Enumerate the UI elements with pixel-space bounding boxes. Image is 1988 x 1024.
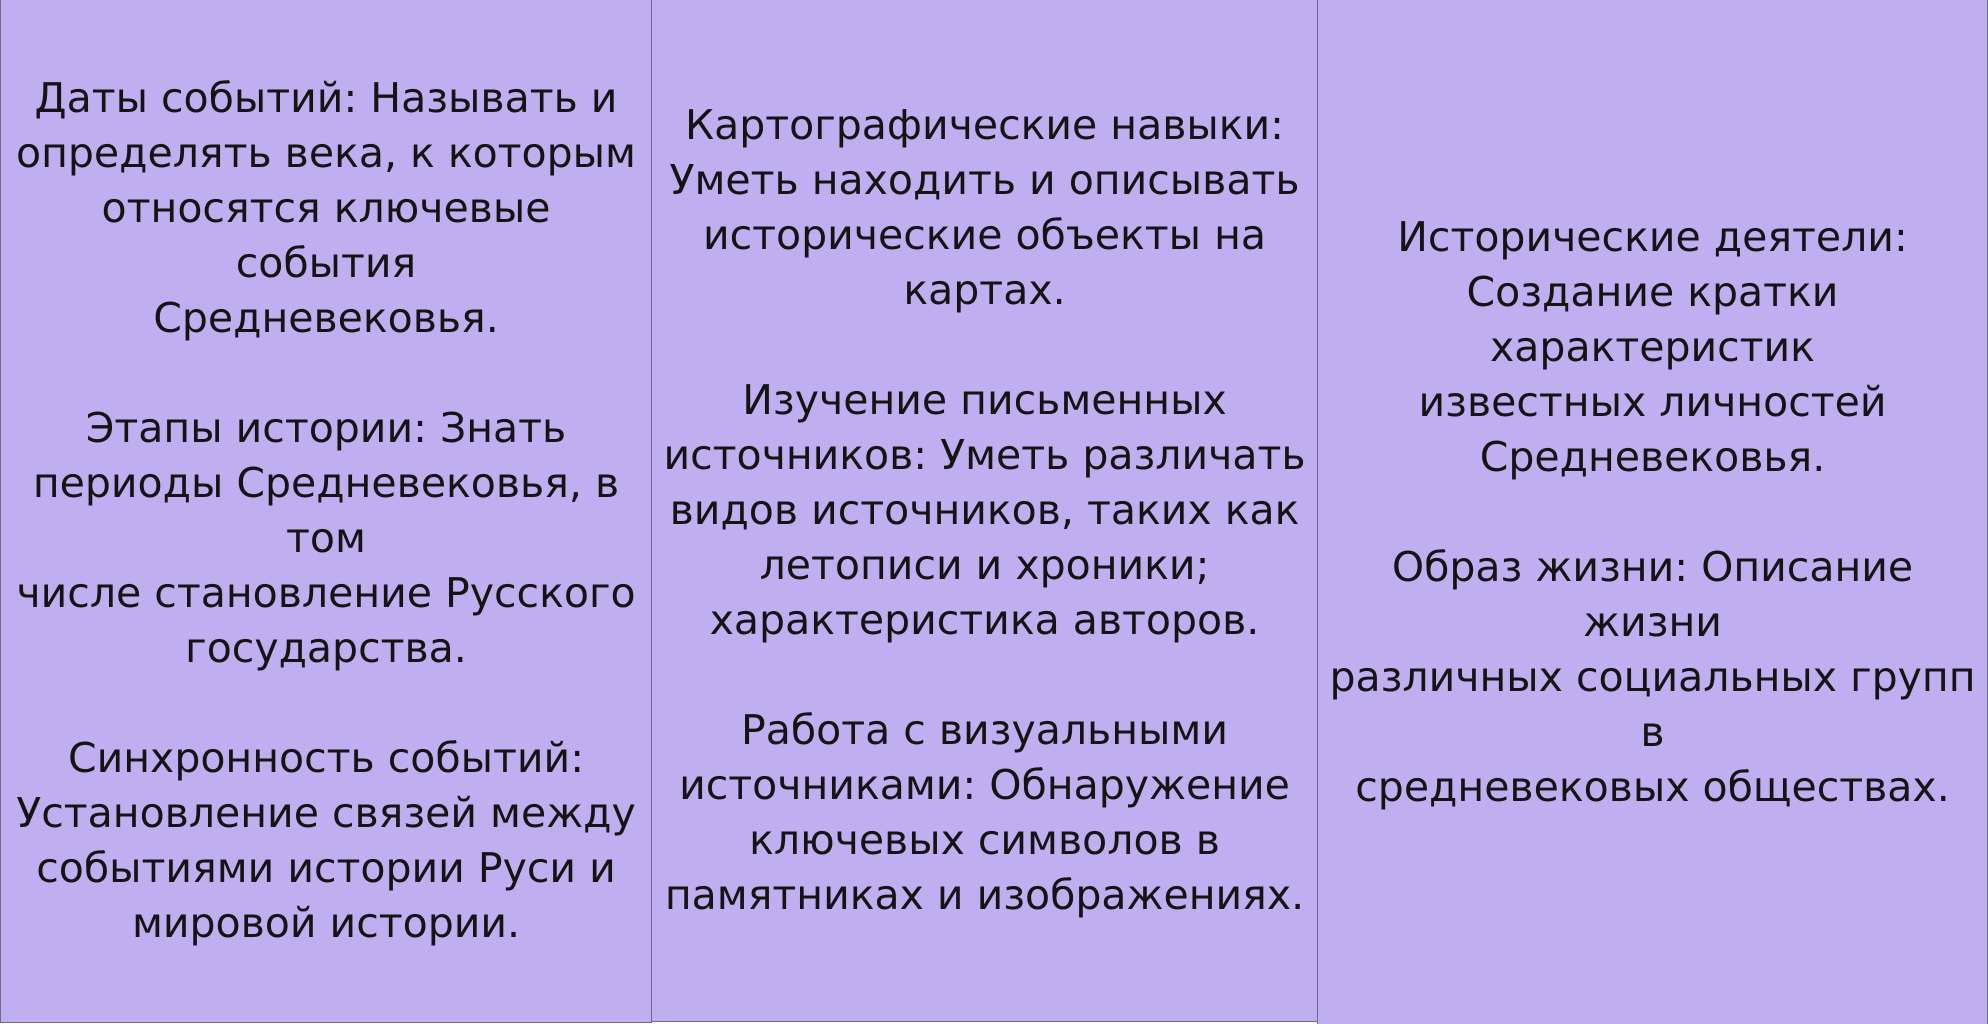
paragraph-event-synchronicity: Синхронность событий: Установление связей между событиями истории Руси и мировой истории. xyxy=(16,734,636,947)
paragraph-history-stages: Этапы истории: Знать периоды Средневековья, в том числе становление Русского государства. xyxy=(16,404,636,672)
paragraph-way-of-life: Образ жизни: Описание жизни различных социальных групп в средневековых обществах. xyxy=(1329,542,1976,811)
column-chronology xyxy=(0,0,652,1023)
paragraph-historical-figures: Исторические деятели: Создание кратки характеристик известных личностей Средневековья. xyxy=(1397,212,1908,481)
paragraph-written-sources: Изучение письменных источников: Уметь различать видов источников, таких как летописи и хроники; характеристика авторов. xyxy=(663,376,1306,644)
paragraph-map-skills: Картографические навыки: Уметь находить и описывать исторические объекты на картах. xyxy=(669,101,1300,314)
column-content xyxy=(1,71,651,951)
column-content xyxy=(1318,210,1987,815)
column-people xyxy=(1317,0,1988,1024)
column-content xyxy=(652,98,1317,923)
paragraph-event-dates: Даты событий: Называть и определять века, к которым относятся ключевые события Средневековья. xyxy=(16,74,636,342)
paragraph-visual-sources: Работа с визуальными источниками: Обнаружение ключевых символов в памятниках и изображениях. xyxy=(664,706,1305,919)
column-sources xyxy=(651,0,1318,1022)
